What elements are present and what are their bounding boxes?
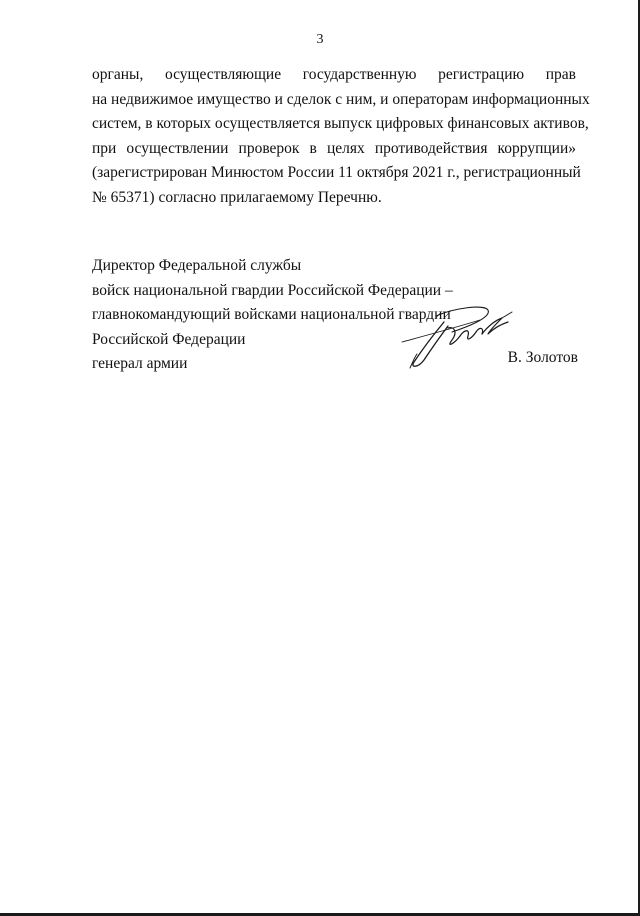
body-line: органы, осуществляющие государственную регистрацию прав: [92, 66, 576, 83]
body-line: (зарегистрирован Минюстом России 11 октября 2021 г., регистрационный: [92, 164, 581, 181]
body-paragraph: [92, 63, 590, 210]
handwritten-signature: [384, 298, 524, 378]
position-line: Директор Федеральной службы: [92, 257, 302, 274]
position-line: генерал армии: [92, 355, 188, 372]
body-line: на недвижимое имущество и сделок с ним, и операторам информационных: [92, 90, 590, 108]
signer-name: В. Золотов: [507, 349, 578, 366]
position-line: Российской Федерации: [92, 330, 246, 348]
body-line: № 65371) согласно прилагаемому Перечню.: [92, 188, 382, 206]
page-number: 3: [316, 32, 324, 47]
body-line: при осуществлении проверок в целях противодействия коррупции»: [92, 139, 576, 157]
body-line: систем, в которых осуществляется выпуск цифровых финансовых активов,: [92, 115, 589, 132]
position-line: главнокомандующий войсками национальной гвардии: [92, 306, 451, 323]
position-line: войск национальной гвардии Российской Федерации –: [92, 281, 453, 299]
